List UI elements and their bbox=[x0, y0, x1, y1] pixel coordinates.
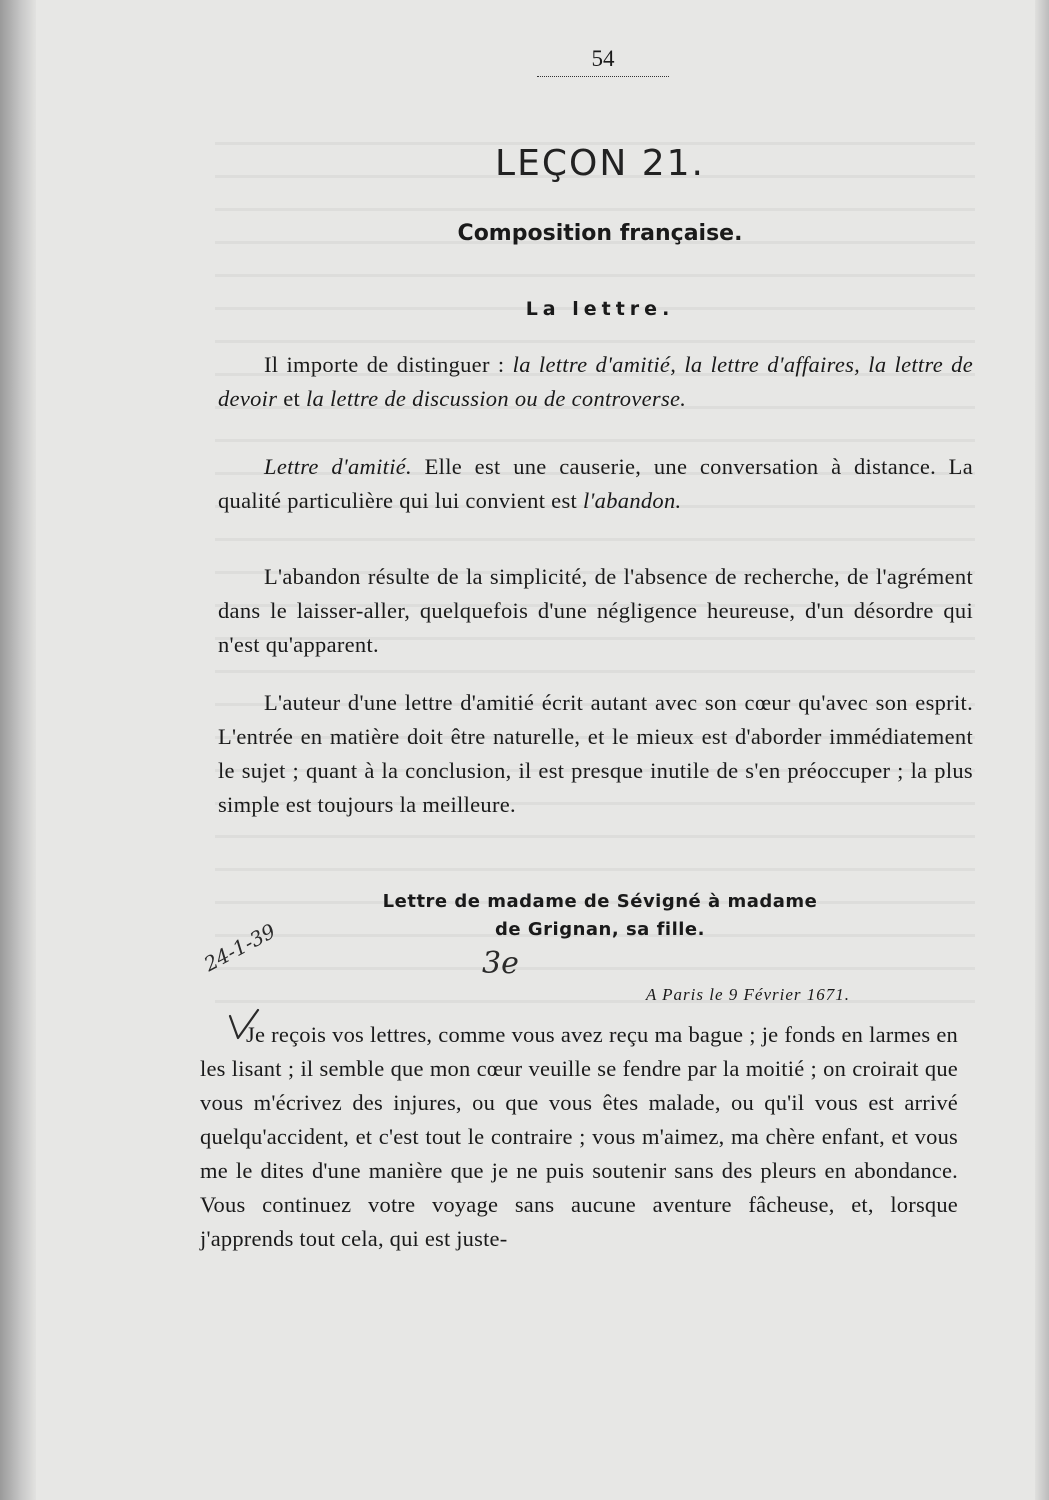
italic-text: l'abandon. bbox=[583, 488, 682, 513]
letter-body: Je reçois vos lettres, comme vous avez reçu ma bague ; je fonds en larmes en les lisant ; il semble que mon cœur veuille se fendre par la moitié ; on croirait que vous m'écrivez des injures, ou que vous êtes malade, ou qu'il vous est arrivé quelqu'accident, et c'est tout le contraire ; vous m'aimez, ma chère enfant, et vous me le dites d'une manière que je ne puis soutenir sans des pleurs en abondance. Vous continuez votre voyage sans aucune aventure fâcheuse, et, lorsque j'apprends tout cela, qui est juste- bbox=[200, 1022, 958, 1251]
subtitle: Composition française. bbox=[457, 221, 743, 246]
handwritten-date: 24-1-39 bbox=[200, 918, 280, 977]
italic-text: la lettre de discussion ou de controverse. bbox=[305, 386, 687, 411]
italic-text: Lettre d'amitié. bbox=[264, 454, 412, 479]
paragraph-text: Il importe de distinguer : bbox=[264, 352, 513, 377]
paragraph-letter-types bbox=[218, 348, 973, 416]
page-edge-shadow bbox=[1035, 0, 1049, 1500]
book-binding-shadow bbox=[0, 0, 36, 1500]
handwritten-grade: 3e bbox=[482, 946, 519, 981]
paragraph-text: Elle est une causerie, une conversation à distance. La qualité particulière qui lui convient est bbox=[218, 454, 973, 513]
paragraph-abandon: L'abandon résulte de la simplicité, de l'absence de recherche, de l'agrément dans le laisser-aller, quelquefois d'une négligence heureuse, d'un désordre qui n'est qu'apparent. bbox=[218, 564, 973, 657]
page-number: 54 bbox=[537, 46, 669, 77]
paragraph-author: L'auteur d'une lettre d'amitié écrit autant avec son cœur qu'avec son esprit. L'entrée en matière doit être naturelle, et le mieux est d'aborder immédiatement le sujet ; quant à la conclusion, il est presque inutile de s'en préoccuper ; la plus simple est toujours la meilleure. bbox=[218, 690, 973, 817]
paragraph-text: et bbox=[277, 386, 306, 411]
lesson-title: LEÇON 21. bbox=[495, 143, 705, 184]
letter-heading-line: de Grignan, sa fille. bbox=[495, 919, 705, 940]
italic-text: la lettre d'amitié, la lettre d'affaires, la lettre de devoir bbox=[218, 352, 973, 411]
letter-heading bbox=[280, 888, 920, 944]
letter-heading-line: Lettre de madame de Sévigné à madame bbox=[382, 891, 818, 912]
paragraph-friendship-letter bbox=[218, 450, 973, 518]
section-title: La lettre. bbox=[525, 298, 675, 320]
letter-dateline: A Paris le 9 Février 1671. bbox=[645, 985, 850, 1004]
